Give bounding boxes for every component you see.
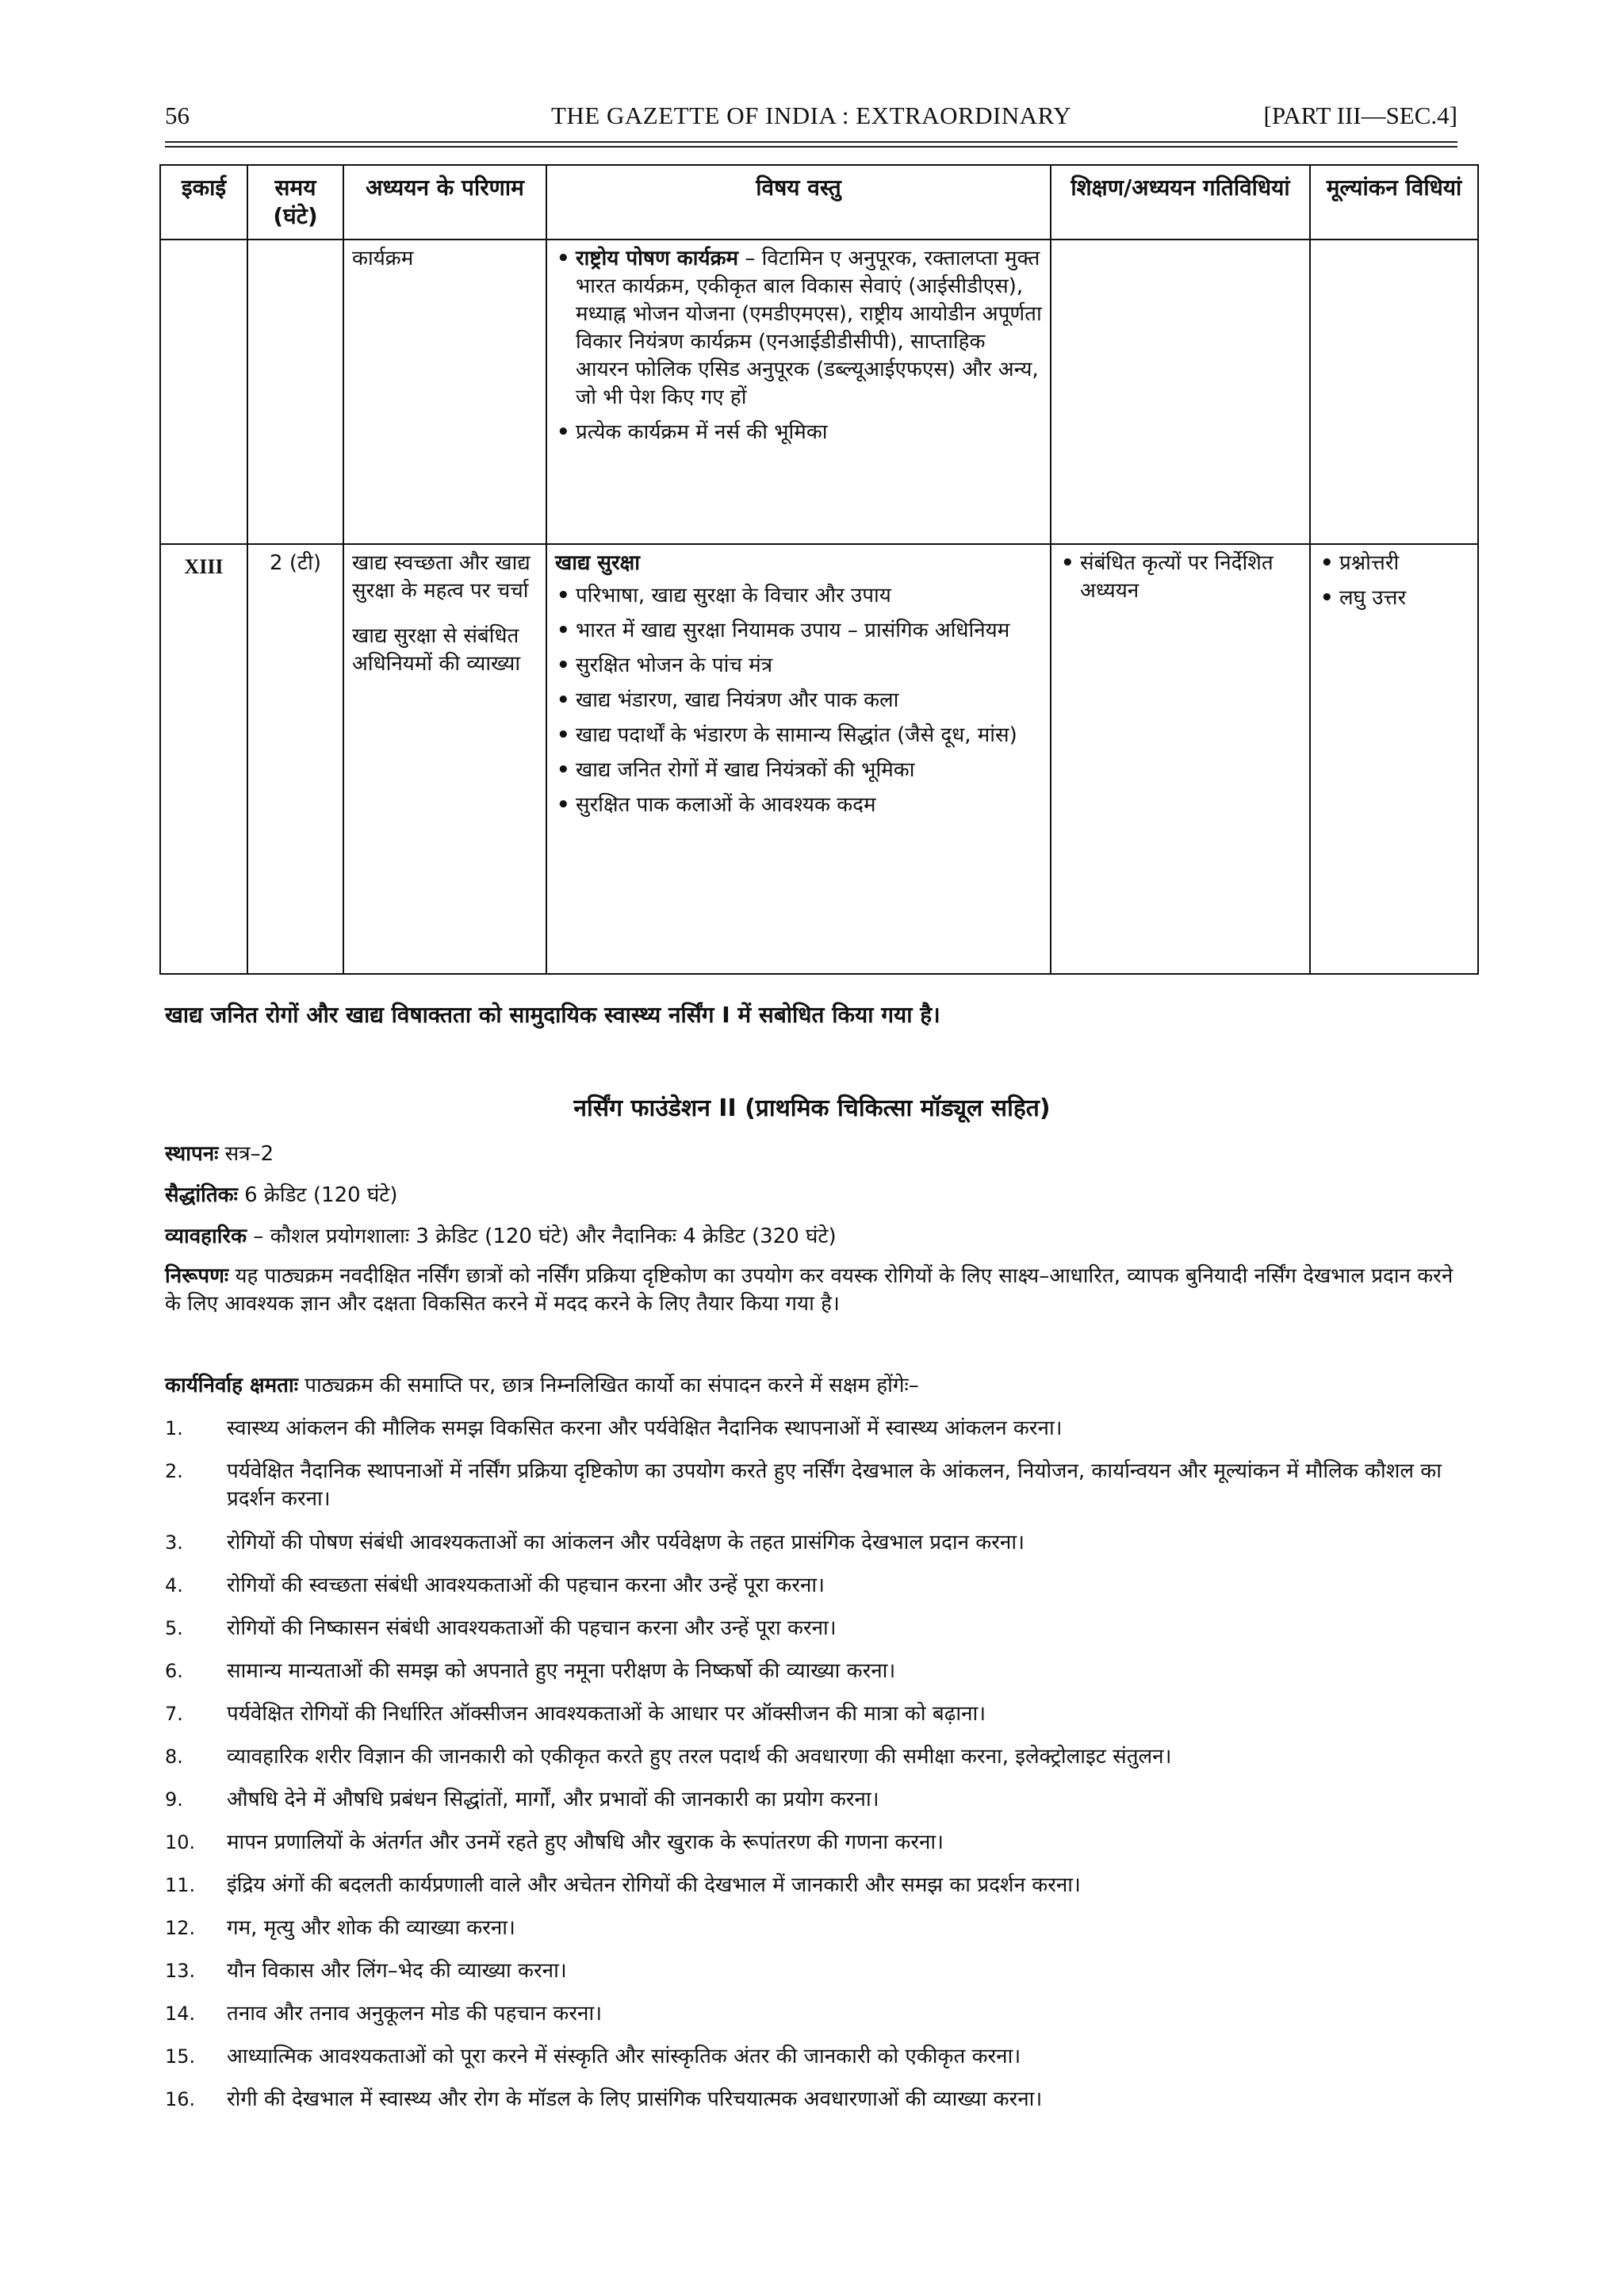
- content-heading: खाद्य सुरक्षा: [555, 551, 641, 575]
- list-item: • सुरक्षित भोजन के पांच मंत्र: [555, 652, 1042, 680]
- placement-label: स्थापनः: [165, 1142, 219, 1166]
- table-header-row: [160, 165, 1478, 240]
- table-row: [160, 240, 1478, 544]
- header-content: विषय वस्तु: [546, 165, 1051, 240]
- header-unit: इकाई: [160, 165, 247, 240]
- list-item: • सुरक्षित पाक कलाओं के आवश्यक कदम: [555, 792, 1042, 819]
- placement-line: [165, 1140, 1465, 1168]
- item-text: रोगियों की पोषण संबंधी आवश्यकताओं का आंकलन और पर्यवेक्षण के तहत प्रासंगिक देखभाल प्रदान करना।: [227, 1531, 1025, 1554]
- item-number: 13.: [165, 1960, 196, 1982]
- page-number: 56: [165, 102, 190, 129]
- item-number: 11.: [165, 1874, 196, 1896]
- item-text: सामान्य मान्यताओं की समझ को अपनाते हुए नमूना परीक्षण के निष्कर्षो की व्याख्या करना।: [227, 1659, 896, 1683]
- assessment-cell: [1310, 240, 1478, 544]
- program-heading: राष्ट्रोय पोषण कार्यक्रम: [576, 247, 739, 270]
- list-item: • प्रश्नोत्तरी: [1319, 550, 1469, 577]
- table-row: [160, 544, 1478, 974]
- outcome-text: खाद्य स्वच्छता और खाद्य सुरक्षा के महत्व पर चर्चा: [352, 551, 530, 603]
- list-item: • खाद्य भंडारण, खाद्य नियंत्रण और पाक कला: [555, 687, 1042, 715]
- item-number: 8.: [165, 1746, 183, 1768]
- outcome-cell: [343, 544, 546, 974]
- section-title: नर्सिंग फाउंडेशन II (प्राथमिक चिकित्सा मॉड्यूल सहित): [573, 1094, 1051, 1122]
- part-section: [PART III—SEC.4]: [1263, 102, 1457, 129]
- practical-value: – कौशल प्रयोगशालाः 3 क्रेडिट (120 घंटे) और नैदानिकः 4 क्रेडिट (320 घंटे): [247, 1225, 837, 1248]
- list-item: • खाद्य पदार्थों के भंडारण के सामान्य सिद्धांत (जैसे दूध, मांस): [555, 722, 1042, 749]
- outcome-cell: कार्यक्रम: [343, 240, 546, 544]
- header-rule-top: [165, 141, 1457, 143]
- item-text: रोगी की देखभाल में स्वास्थ्य और रोग के मॉडल के लिए प्रासंगिक परिचयात्मक अवधारणाओं की व्याख्या करना।: [227, 2087, 1043, 2111]
- item-text: पर्यवेक्षित नैदानिक स्थापनाओं में नर्सिंग प्रक्रिया दृष्टिकोण का उपयोग करते हुए नर्सिंग देखभाल के आंकलन, नियोजन, कार्यान्वयन और मूल्यांकन में मौलिक कौशल का प्रदर्शन करना।: [227, 1459, 1442, 1511]
- item-text: पर्यवेक्षित रोगियों की निर्धारित ऑक्सीजन आवश्यकताओं के आधार पर ऑक्सीजन की मात्रा को बढ़ाना।: [227, 1702, 986, 1726]
- practical-label: व्यावहारिक: [165, 1225, 247, 1248]
- unit-cell: [160, 240, 247, 544]
- item-number: 7.: [165, 1703, 183, 1725]
- list-item: • प्रत्येक कार्यक्रम में नर्स की भूमिका: [555, 419, 1042, 447]
- time-cell: [247, 240, 343, 544]
- competency-value: पाठ्यक्रम की समाप्ति पर, छात्र निम्नलिखित कार्यो का संपादन करने में सक्षम होंगेः–: [298, 1374, 919, 1397]
- header-outcomes: अध्ययन के परिणाम: [343, 165, 546, 240]
- placement-value: सत्र–2: [218, 1142, 274, 1166]
- content-cell: [546, 544, 1051, 974]
- item-text: स्वास्थ्य आंकलन की मौलिक समझ विकसित करना और पर्यवेक्षित नैदानिक स्थापनाओं में स्वास्थ्य आंकलन करना।: [227, 1416, 1063, 1440]
- unit-cell: XIII: [160, 544, 247, 974]
- item-number: 10.: [165, 1831, 196, 1853]
- item-number: 15.: [165, 2045, 196, 2068]
- item-text: मापन प्रणालियों के अंतर्गत और उनमें रहते हुए औषधि और खुराक के रूपांतरण की गणना करना।: [227, 1830, 944, 1854]
- item-text: रोगियों की स्वच्छता संबंधी आवश्यकताओं की पहचान करना और उन्हें पूरा करना।: [227, 1573, 825, 1597]
- outcome-text: खाद्य सुरक्षा से संबंधित अधिनियमों की व्याख्या: [352, 624, 521, 676]
- item-text: यौन विकास और लिंग–भेद की व्याख्या करना।: [227, 1959, 567, 1983]
- item-number: 14.: [165, 2003, 196, 2025]
- competency-intro: [165, 1372, 1465, 1400]
- list-item: • परिभाषा, खाद्य सुरक्षा के विचार और उपाय: [555, 582, 1042, 610]
- list-item: • खाद्य जनित रोगों में खाद्य नियंत्रकों की भूमिका: [555, 757, 1042, 784]
- list-item: [555, 245, 1042, 412]
- item-number: 16.: [165, 2088, 196, 2110]
- header-assessment: मूल्यांकन विधियां: [1310, 165, 1478, 240]
- header-activities: शिक्षण/अध्ययन गतिविधियां: [1051, 165, 1310, 240]
- description-value: यह पाठ्यक्रम नवदीक्षित नर्सिंग छात्रों को नर्सिंग प्रक्रिया दृष्टिकोण का उपयोग कर वयस्क रोगियों के लिए साक्ष्य–आधारित, व्यापक बुनियादी नर्सिंग देखभाल प्रदान करने के लिए आवश्यक ज्ञान और दक्षता विकसित करने में मदद करने के लिए तैयार किया गया है।: [165, 1264, 1454, 1316]
- header-time: समय (घंटे): [247, 165, 343, 240]
- item-number: 1.: [165, 1417, 183, 1439]
- practical-line: [165, 1223, 1465, 1251]
- program-text: – विटामिन ए अनुपूरक, रक्तालप्ता मुक्त भारत कार्यक्रम, एकीकृत बाल विकास सेवाएं (आईसीडीएस), मध्याह्न भोजन योजना (एमडीएमएस), राष्ट्रीय आयोडीन अपूर्णता विकार नियंत्रण कार्यक्रम (एनआईडीडीसीपी), साप्ताहिक आयरन फोलिक एसिड अनुपूरक (डब्ल्यूआईएफएस) और अन्य, जो भी पेश किए गए हों: [576, 247, 1042, 409]
- item-text: इंद्रिय अंगों की बदलती कार्यप्रणाली वाले और अचेतन रोगियों की देखभाल में जानकारी और समझ का प्रदर्शन करना।: [227, 1873, 1081, 1897]
- page-header: [165, 102, 1457, 136]
- list-item: • लघु उत्तर: [1319, 585, 1469, 612]
- theory-label: सैद्धांतिकः: [165, 1183, 238, 1207]
- item-text: गम, मृत्यु और शोक की व्याख्या करना।: [227, 1916, 515, 1940]
- item-number: 6.: [165, 1660, 183, 1682]
- competency-label: कार्यनिर्वाह क्षमताः: [165, 1374, 298, 1397]
- description-paragraph: [165, 1263, 1465, 1318]
- item-text: औषधि देने में औषधि प्रबंधन सिद्धांतों, मार्गों, और प्रभावों की जानकारी का प्रयोग करना।: [227, 1788, 879, 1811]
- item-number: 3.: [165, 1531, 183, 1554]
- item-text: तनाव और तनाव अनुकूलन मोड की पहचान करना।: [227, 2002, 603, 2026]
- theory-value: 6 क्रेडिट (120 घंटे): [237, 1183, 398, 1207]
- gazette-title: THE GAZETTE OF INDIA : EXTRAORDINARY: [550, 102, 1072, 129]
- item-text: रोगियों की निष्कासन संबंधी आवश्यकताओं की पहचान करना और उन्हें पूरा करना।: [227, 1616, 837, 1640]
- item-text: व्यावहारिक शरीर विज्ञान की जानकारी को एकीकृत करते हुए तरल पदार्थ की अवधारणा की समीक्षा करना, इलेक्ट्रोलाइट संतुलन।: [227, 1745, 1172, 1769]
- theory-line: [165, 1182, 1465, 1209]
- item-number: 2.: [165, 1460, 183, 1482]
- content-cell: [546, 240, 1051, 544]
- syllabus-table: [159, 164, 1479, 975]
- activities-cell: [1051, 240, 1310, 544]
- list-item: • भारत में खाद्य सुरक्षा नियामक उपाय – प्रासंगिक अधिनियम: [555, 617, 1042, 645]
- table-footnote: खाद्य जनित रोगों और खाद्य विषाक्तता को सामुदायिक स्वास्थ्य नर्सिंग I में सबोधित किया गया है।: [165, 1002, 940, 1028]
- item-number: 5.: [165, 1617, 183, 1639]
- item-number: 12.: [165, 1917, 196, 1939]
- assessment-cell: [1310, 544, 1478, 974]
- item-number: 9.: [165, 1788, 183, 1811]
- item-number: 4.: [165, 1574, 183, 1596]
- list-item: • संबंधित कृत्यों पर निर्देशित अध्ययन: [1059, 550, 1301, 605]
- item-text: आध्यात्मिक आवश्यकताओं को पूरा करने में संस्कृति और सांस्कृतिक अंतर की जानकारी को एकीकृत करना।: [227, 2045, 1021, 2068]
- description-label: निरूपणः: [165, 1264, 229, 1288]
- header-rule-bottom: [165, 146, 1457, 148]
- time-cell: 2 (टी): [247, 544, 343, 974]
- activities-cell: [1051, 544, 1310, 974]
